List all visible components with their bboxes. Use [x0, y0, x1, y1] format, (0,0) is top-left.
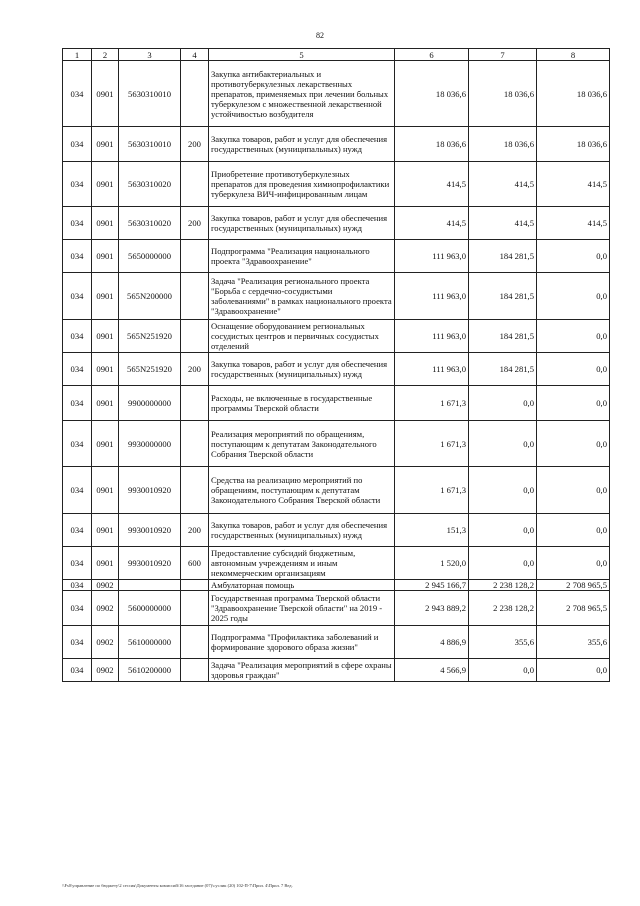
table-row [63, 514, 610, 547]
cell-target-code: 9930010920 [119, 514, 181, 547]
cell-amount-2: 18 036,6 [469, 61, 537, 127]
cell-admin-code: 034 [63, 61, 92, 127]
cell-amount-3: 414,5 [537, 162, 610, 207]
cell-amount-1: 1 671,3 [395, 421, 469, 467]
cell-description: Закупка товаров, работ и услуг для обеспечения государственных (муниципальных) нужд [209, 127, 395, 162]
cell-target-code: 565N200000 [119, 273, 181, 320]
cell-amount-1: 111 963,0 [395, 240, 469, 273]
cell-description: Подпрограмма "Реализация национального проекта "Здравоохранение" [209, 240, 395, 273]
cell-target-code: 5630310010 [119, 61, 181, 127]
cell-target-code: 565N251920 [119, 320, 181, 353]
cell-section-code: 0901 [92, 162, 119, 207]
cell-target-code: 9900000000 [119, 386, 181, 421]
cell-admin-code: 034 [63, 580, 92, 591]
cell-description: Закупка товаров, работ и услуг для обеспечения государственных (муниципальных) нужд [209, 353, 395, 386]
cell-amount-2: 184 281,5 [469, 320, 537, 353]
cell-description: Расходы, не включенные в государственные программы Тверской области [209, 386, 395, 421]
column-header: 8 [537, 49, 610, 61]
table-row [63, 386, 610, 421]
table-row [63, 421, 610, 467]
cell-admin-code: 034 [63, 421, 92, 467]
column-header: 7 [469, 49, 537, 61]
cell-target-code: 565N251920 [119, 353, 181, 386]
cell-target-code: 9930000000 [119, 421, 181, 467]
cell-admin-code: 034 [63, 514, 92, 547]
column-header: 5 [209, 49, 395, 61]
cell-target-code [119, 580, 181, 591]
cell-amount-1: 2 945 166,7 [395, 580, 469, 591]
cell-description: Закупка товаров, работ и услуг для обеспечения государственных (муниципальных) нужд [209, 207, 395, 240]
cell-section-code: 0901 [92, 273, 119, 320]
column-header: 3 [119, 49, 181, 61]
cell-amount-1: 111 963,0 [395, 273, 469, 320]
cell-section-code: 0901 [92, 320, 119, 353]
cell-amount-2: 184 281,5 [469, 273, 537, 320]
cell-section-code: 0902 [92, 580, 119, 591]
cell-target-code: 5650000000 [119, 240, 181, 273]
cell-section-code: 0901 [92, 353, 119, 386]
budget-table [62, 48, 610, 682]
cell-admin-code: 034 [63, 659, 92, 682]
cell-section-code: 0901 [92, 386, 119, 421]
cell-expense-type: 200 [181, 207, 209, 240]
cell-amount-1: 111 963,0 [395, 320, 469, 353]
cell-description: Оснащение оборудованием региональных сосудистых центров и первичных сосудистых отделений [209, 320, 395, 353]
cell-description: Задача "Реализация мероприятий в сфере охраны здоровья граждан" [209, 659, 395, 682]
cell-target-code: 5610200000 [119, 659, 181, 682]
cell-amount-2: 0,0 [469, 421, 537, 467]
cell-amount-1: 2 943 889,2 [395, 591, 469, 626]
cell-section-code: 0901 [92, 547, 119, 580]
cell-amount-3: 414,5 [537, 207, 610, 240]
cell-expense-type [181, 580, 209, 591]
cell-target-code: 5610000000 [119, 626, 181, 659]
cell-admin-code: 034 [63, 207, 92, 240]
table-body [63, 61, 610, 682]
header-row [63, 49, 610, 61]
cell-expense-type: 200 [181, 353, 209, 386]
cell-expense-type: 200 [181, 514, 209, 547]
cell-expense-type [181, 421, 209, 467]
cell-section-code: 0901 [92, 467, 119, 514]
cell-amount-1: 1 671,3 [395, 467, 469, 514]
cell-amount-2: 414,5 [469, 162, 537, 207]
cell-amount-3: 355,6 [537, 626, 610, 659]
cell-description: Государственная программа Тверской области "Здравоохранение Тверской области" на 2019 - 2025 годы [209, 591, 395, 626]
cell-amount-2: 0,0 [469, 386, 537, 421]
cell-amount-1: 1 520,0 [395, 547, 469, 580]
cell-section-code: 0902 [92, 626, 119, 659]
cell-description: Предоставление субсидий бюджетным, автономным учреждениям и иным некоммерческим организациям [209, 547, 395, 580]
cell-amount-3: 0,0 [537, 240, 610, 273]
table-row [63, 659, 610, 682]
cell-section-code: 0901 [92, 127, 119, 162]
cell-section-code: 0901 [92, 421, 119, 467]
cell-expense-type: 600 [181, 547, 209, 580]
table-row [63, 547, 610, 580]
cell-amount-3: 18 036,6 [537, 127, 610, 162]
cell-admin-code: 034 [63, 467, 92, 514]
column-header: 6 [395, 49, 469, 61]
cell-target-code: 5630310020 [119, 162, 181, 207]
cell-amount-2: 0,0 [469, 514, 537, 547]
cell-description: Задача "Реализация регионального проекта "Борьба с сердечно-сосудистыми заболеваниями" в рамках национального проекта "Здравоохранение" [209, 273, 395, 320]
cell-target-code: 9930010920 [119, 467, 181, 514]
cell-admin-code: 034 [63, 127, 92, 162]
table-row [63, 127, 610, 162]
cell-expense-type [181, 61, 209, 127]
cell-description: Закупка антибактериальных и противотуберкулезных лекарственных препаратов, применяемых при лечении больных туберкулезом с множественной лекарственной устойчивостью возбудителя [209, 61, 395, 127]
cell-amount-2: 414,5 [469, 207, 537, 240]
cell-amount-2: 18 036,6 [469, 127, 537, 162]
table-row [63, 162, 610, 207]
cell-amount-3: 0,0 [537, 386, 610, 421]
cell-expense-type [181, 591, 209, 626]
cell-admin-code: 034 [63, 273, 92, 320]
footer-path: \\Fs0\управление по бюджету\2 сессия\Документы комиссий\16 заседание (07)\суслик (20) 102-П-7\Прил. 4\Прил. 7 Вед. [62, 883, 293, 888]
cell-amount-1: 414,5 [395, 207, 469, 240]
cell-amount-1: 18 036,6 [395, 61, 469, 127]
table-row [63, 207, 610, 240]
cell-amount-3: 0,0 [537, 353, 610, 386]
cell-admin-code: 034 [63, 162, 92, 207]
cell-admin-code: 034 [63, 386, 92, 421]
cell-amount-3: 0,0 [537, 659, 610, 682]
column-header: 4 [181, 49, 209, 61]
cell-amount-1: 414,5 [395, 162, 469, 207]
cell-amount-1: 4 886,9 [395, 626, 469, 659]
table-row [63, 273, 610, 320]
cell-admin-code: 034 [63, 591, 92, 626]
table-row [63, 467, 610, 514]
cell-amount-3: 0,0 [537, 421, 610, 467]
cell-amount-1: 4 566,9 [395, 659, 469, 682]
cell-section-code: 0901 [92, 61, 119, 127]
cell-description: Амбулаторная помощь [209, 580, 395, 591]
cell-amount-1: 18 036,6 [395, 127, 469, 162]
cell-amount-3: 0,0 [537, 320, 610, 353]
cell-amount-2: 0,0 [469, 659, 537, 682]
cell-amount-3: 0,0 [537, 547, 610, 580]
cell-expense-type [181, 240, 209, 273]
cell-description: Закупка товаров, работ и услуг для обеспечения государственных (муниципальных) нужд [209, 514, 395, 547]
cell-amount-3: 18 036,6 [537, 61, 610, 127]
cell-admin-code: 034 [63, 240, 92, 273]
cell-description: Реализация мероприятий по обращениям, поступающим к депутатам Законодательного Собрания Тверской области [209, 421, 395, 467]
cell-admin-code: 034 [63, 626, 92, 659]
table-row [63, 353, 610, 386]
table-row [63, 591, 610, 626]
cell-section-code: 0902 [92, 659, 119, 682]
cell-admin-code: 034 [63, 320, 92, 353]
cell-description: Средства на реализацию мероприятий по обращениям, поступающим к депутатам Законодательного Собрания Тверской области [209, 467, 395, 514]
cell-expense-type: 200 [181, 127, 209, 162]
cell-description: Подпрограмма "Профилактика заболеваний и формирование здорового образа жизни" [209, 626, 395, 659]
cell-expense-type [181, 320, 209, 353]
cell-amount-3: 0,0 [537, 467, 610, 514]
column-header: 2 [92, 49, 119, 61]
cell-amount-3: 0,0 [537, 514, 610, 547]
cell-description: Приобретение противотуберкулезных препаратов для проведения химиопрофилактики туберкулеза ВИЧ-инфицированным лицам [209, 162, 395, 207]
cell-amount-2: 0,0 [469, 547, 537, 580]
cell-expense-type [181, 626, 209, 659]
cell-section-code: 0901 [92, 207, 119, 240]
cell-expense-type [181, 273, 209, 320]
cell-amount-2: 2 238 128,2 [469, 591, 537, 626]
cell-amount-2: 184 281,5 [469, 240, 537, 273]
cell-target-code: 5630310010 [119, 127, 181, 162]
cell-target-code: 5630310020 [119, 207, 181, 240]
table-row [63, 320, 610, 353]
cell-section-code: 0902 [92, 591, 119, 626]
cell-amount-3: 2 708 965,5 [537, 591, 610, 626]
cell-admin-code: 034 [63, 353, 92, 386]
cell-section-code: 0901 [92, 514, 119, 547]
cell-section-code: 0901 [92, 240, 119, 273]
table-row [63, 240, 610, 273]
page-number: 82 [316, 31, 324, 40]
cell-amount-1: 151,3 [395, 514, 469, 547]
table-row [63, 626, 610, 659]
cell-amount-2: 355,6 [469, 626, 537, 659]
table-row [63, 61, 610, 127]
cell-expense-type [181, 386, 209, 421]
cell-amount-2: 2 238 128,2 [469, 580, 537, 591]
cell-target-code: 5600000000 [119, 591, 181, 626]
cell-expense-type [181, 162, 209, 207]
column-header: 1 [63, 49, 92, 61]
table-row [63, 580, 610, 591]
cell-amount-2: 184 281,5 [469, 353, 537, 386]
cell-expense-type [181, 467, 209, 514]
cell-admin-code: 034 [63, 547, 92, 580]
cell-amount-3: 0,0 [537, 273, 610, 320]
cell-target-code: 9930010920 [119, 547, 181, 580]
cell-amount-1: 111 963,0 [395, 353, 469, 386]
cell-expense-type [181, 659, 209, 682]
cell-amount-1: 1 671,3 [395, 386, 469, 421]
cell-amount-3: 2 708 965,5 [537, 580, 610, 591]
cell-amount-2: 0,0 [469, 467, 537, 514]
